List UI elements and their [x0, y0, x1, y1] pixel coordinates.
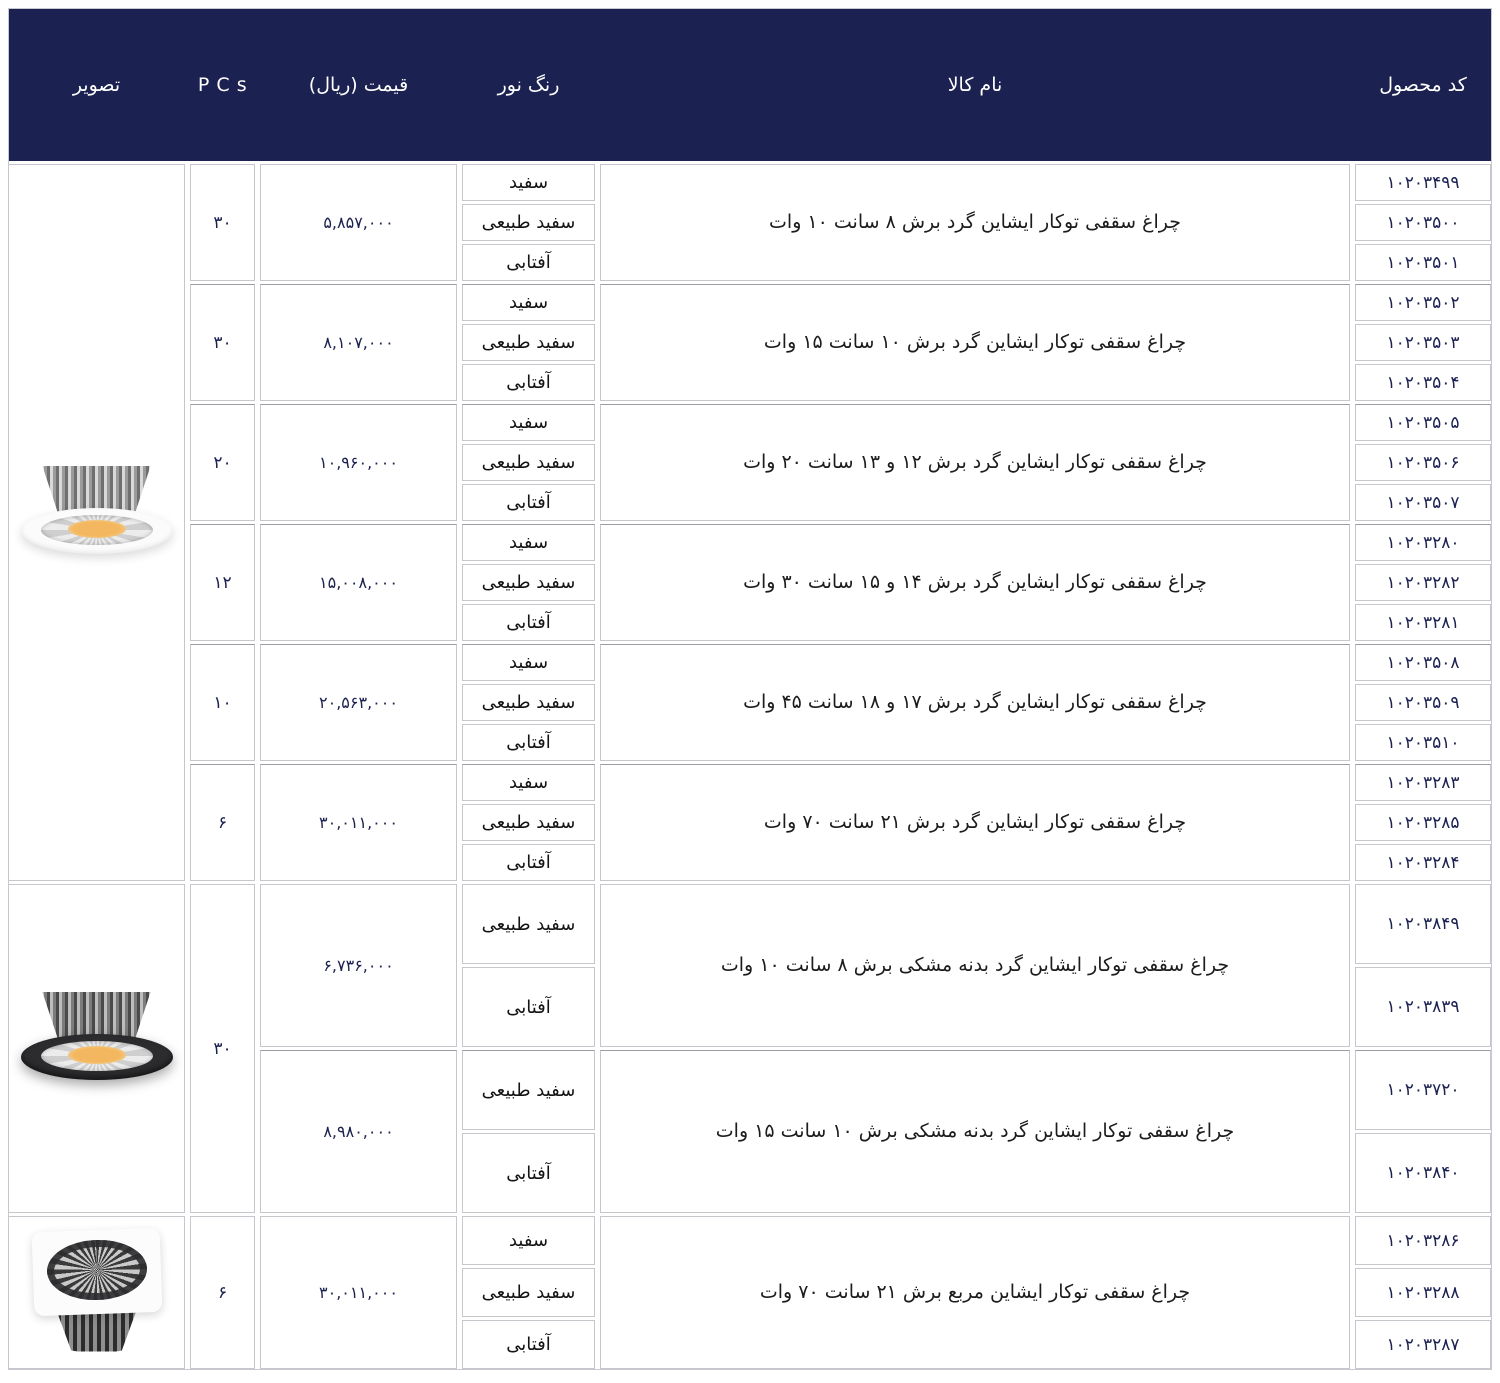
led-core [68, 520, 126, 538]
product-name-cell: چراغ سقفی توکار ایشاین گرد برش ۱۷ و ۱۸ سانت ۴۵ وات [600, 644, 1350, 761]
price-cell: ۸,۹۸۰,۰۰۰ [260, 1050, 457, 1213]
price-cell: ۱۰,۹۶۰,۰۰۰ [260, 404, 457, 521]
light-color-cell: آفتابی [462, 244, 595, 281]
code-cell: ۱۰۲۰۳۲۸۱ [1355, 604, 1491, 641]
black-round-downlight-image [17, 984, 177, 1114]
white-square-downlight-image [17, 1228, 177, 1358]
code-cell: ۱۰۲۰۳۲۸۴ [1355, 844, 1491, 881]
code-cell: ۱۰۲۰۳۵۰۰ [1355, 204, 1491, 241]
light-color-cell: آفتابی [462, 484, 595, 521]
pcs-cell: ۳۰ [190, 284, 255, 401]
price-table [8, 8, 1492, 1370]
light-color-cell: سفید طبیعی [462, 444, 595, 481]
product-name-cell: چراغ سقفی توکار ایشاین گرد برش ۸ سانت ۱۰ وات [600, 164, 1350, 281]
table-header [9, 9, 1491, 161]
heatsink-fins [49, 1310, 145, 1352]
section-round-black [9, 884, 1491, 1213]
price-cell: ۵,۸۵۷,۰۰۰ [260, 164, 457, 281]
code-cell: ۱۰۲۰۳۲۸۳ [1355, 764, 1491, 801]
code-cell: ۱۰۲۰۳۸۴۹ [1355, 884, 1491, 964]
light-color-cell: آفتابی [462, 724, 595, 761]
light-color-cell: سفید طبیعی [462, 1050, 595, 1130]
section-round-white [9, 164, 1491, 881]
pcs-cell: ۶ [190, 764, 255, 881]
code-cell: ۱۰۲۰۳۵۰۲ [1355, 284, 1491, 321]
header-pcs: P C s [197, 74, 248, 96]
light-color-cell: آفتابی [462, 967, 595, 1047]
light-color-cell: آفتابی [462, 604, 595, 641]
light-color-cell: سفید [462, 764, 595, 801]
pcs-cell: ۳۰ [190, 164, 255, 281]
light-color-cell: آفتابی [462, 1133, 595, 1213]
light-color-cell: سفید [462, 404, 595, 441]
product-image-cell [8, 1216, 185, 1369]
light-color-cell: سفید طبیعی [462, 564, 595, 601]
code-cell: ۱۰۲۰۳۸۳۹ [1355, 967, 1491, 1047]
price-cell: ۸,۱۰۷,۰۰۰ [260, 284, 457, 401]
product-image-cell [8, 884, 185, 1213]
code-cell: ۱۰۲۰۳۵۰۸ [1355, 644, 1491, 681]
section-square-white [9, 1216, 1491, 1369]
code-cell: ۱۰۲۰۳۲۸۰ [1355, 524, 1491, 561]
light-color-cell: سفید [462, 284, 595, 321]
product-image-cell [8, 164, 185, 881]
code-cell: ۱۰۲۰۳۲۸۷ [1355, 1320, 1491, 1369]
pcs-cell: ۲۰ [190, 404, 255, 521]
white-round-downlight-image [17, 458, 177, 588]
header-image: تصویر [72, 74, 121, 96]
code-cell: ۱۰۲۰۳۵۰۵ [1355, 404, 1491, 441]
price-cell: ۳۰,۰۱۱,۰۰۰ [260, 764, 457, 881]
pcs-cell: ۶ [190, 1216, 255, 1369]
product-name-cell: چراغ سقفی توکار ایشاین گرد بدنه مشکی برش ۱۰ سانت ۱۵ وات [600, 1050, 1350, 1213]
light-color-cell: سفید طبیعی [462, 804, 595, 841]
code-cell: ۱۰۲۰۳۴۹۹ [1355, 164, 1491, 201]
product-name-cell: چراغ سقفی توکار ایشاین گرد برش ۲۱ سانت ۷۰ وات [600, 764, 1350, 881]
header-name: نام کالا [947, 74, 1003, 96]
pcs-cell: ۱۰ [190, 644, 255, 761]
pcs-cell: ۱۲ [190, 524, 255, 641]
code-cell: ۱۰۲۰۳۵۰۹ [1355, 684, 1491, 721]
product-name-cell: چراغ سقفی توکار ایشاین گرد بدنه مشکی برش ۸ سانت ۱۰ وات [600, 884, 1350, 1047]
code-cell: ۱۰۲۰۳۵۰۷ [1355, 484, 1491, 521]
code-cell: ۱۰۲۰۳۷۲۰ [1355, 1050, 1491, 1130]
header-price: قیمت (ریال) [308, 74, 409, 96]
light-color-cell: آفتابی [462, 844, 595, 881]
code-cell: ۱۰۲۰۳۲۸۵ [1355, 804, 1491, 841]
code-cell: ۱۰۲۰۳۵۰۴ [1355, 364, 1491, 401]
light-color-cell: آفتابی [462, 1320, 595, 1369]
code-cell: ۱۰۲۰۳۸۴۰ [1355, 1133, 1491, 1213]
light-color-cell: سفید طبیعی [462, 204, 595, 241]
product-name-cell: چراغ سقفی توکار ایشاین گرد برش ۱۰ سانت ۱۵ وات [600, 284, 1350, 401]
header-light-color: رنگ نور [497, 74, 560, 96]
product-name-cell: چراغ سقفی توکار ایشاین گرد برش ۱۴ و ۱۵ سانت ۳۰ وات [600, 524, 1350, 641]
code-cell: ۱۰۲۰۳۵۰۳ [1355, 324, 1491, 361]
light-color-cell: سفید [462, 164, 595, 201]
light-color-cell: سفید [462, 524, 595, 561]
pcs-cell: ۳۰ [190, 884, 255, 1213]
price-cell: ۶,۷۳۶,۰۰۰ [260, 884, 457, 1047]
light-color-cell: سفید طبیعی [462, 1268, 595, 1317]
light-color-cell: آفتابی [462, 364, 595, 401]
light-color-cell: سفید طبیعی [462, 324, 595, 361]
light-color-cell: سفید [462, 1216, 595, 1265]
code-cell: ۱۰۲۰۳۲۸۲ [1355, 564, 1491, 601]
light-color-cell: سفید طبیعی [462, 884, 595, 964]
light-color-cell: سفید طبیعی [462, 684, 595, 721]
code-cell: ۱۰۲۰۳۲۸۸ [1355, 1268, 1491, 1317]
code-cell: ۱۰۲۰۳۵۱۰ [1355, 724, 1491, 761]
price-cell: ۲۰,۵۶۳,۰۰۰ [260, 644, 457, 761]
product-name-cell: چراغ سقفی توکار ایشاین مربع برش ۲۱ سانت ۷۰ وات [600, 1216, 1350, 1369]
price-cell: ۳۰,۰۱۱,۰۰۰ [260, 1216, 457, 1369]
code-cell: ۱۰۲۰۳۵۰۶ [1355, 444, 1491, 481]
code-cell: ۱۰۲۰۳۲۸۶ [1355, 1216, 1491, 1265]
product-name-cell: چراغ سقفی توکار ایشاین گرد برش ۱۲ و ۱۳ سانت ۲۰ وات [600, 404, 1350, 521]
light-color-cell: سفید [462, 644, 595, 681]
header-code: کد محصول [1379, 74, 1467, 96]
price-cell: ۱۵,۰۰۸,۰۰۰ [260, 524, 457, 641]
led-core [68, 1046, 126, 1064]
code-cell: ۱۰۲۰۳۵۰۱ [1355, 244, 1491, 281]
